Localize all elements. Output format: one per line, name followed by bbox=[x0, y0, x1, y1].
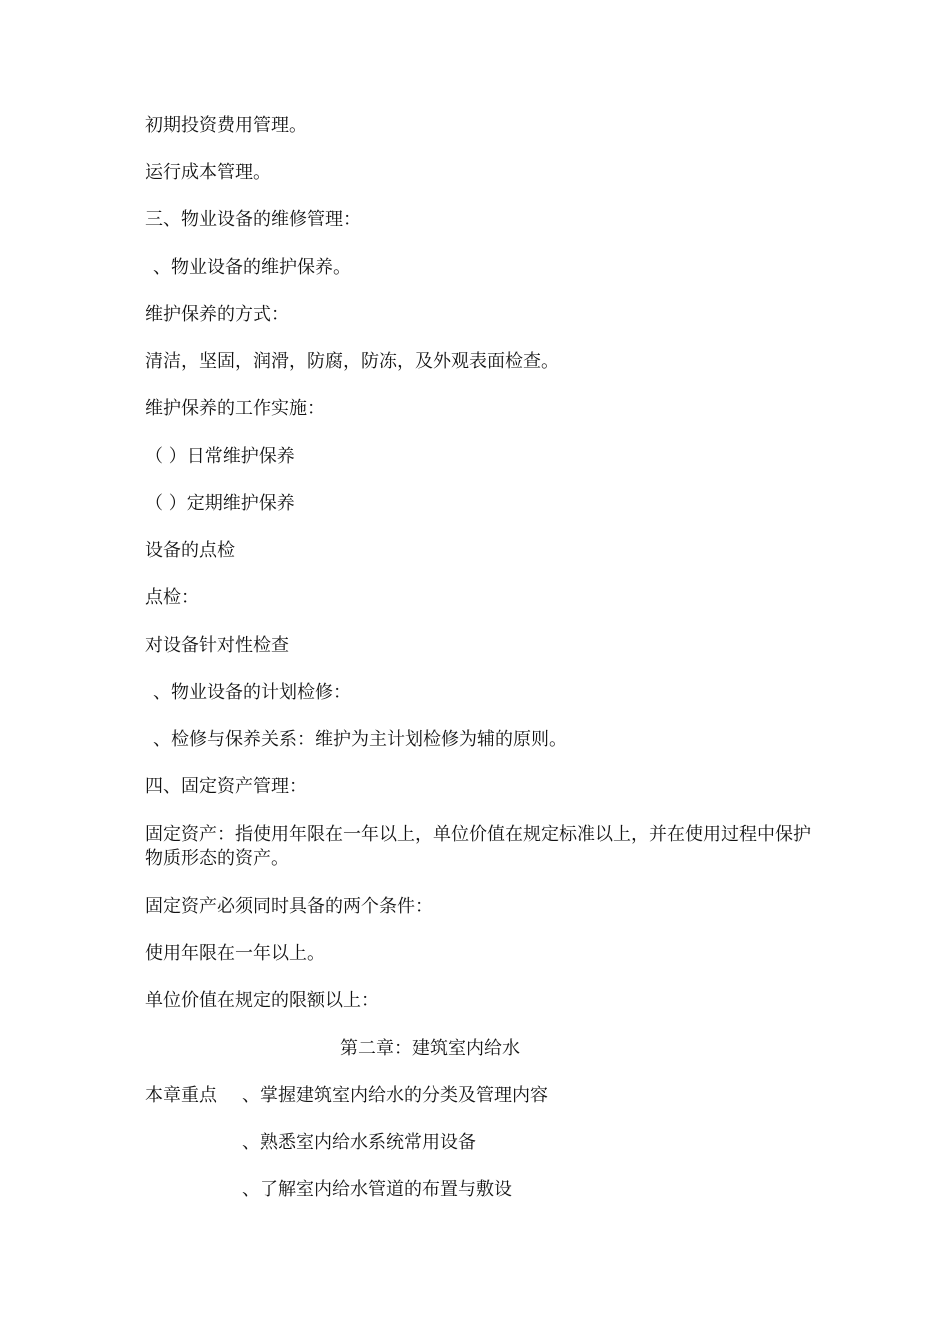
text-line: 固定资产必须同时具备的两个条件： bbox=[145, 896, 433, 917]
text-line: 、物业设备的维护保养。 bbox=[153, 257, 351, 278]
focus-item: 、掌握建筑室内给水的分类及管理内容 bbox=[242, 1085, 548, 1106]
definition-paragraph: 固定资产：指使用年限在一年以上，单位价值在规定标准以上，并在使用过程中保护物质形态的资产。 bbox=[145, 824, 811, 869]
focus-item: 、熟悉室内给水系统常用设备 bbox=[242, 1132, 476, 1153]
text-line: 、检修与保养关系：维护为主计划检修为辅的原则。 bbox=[153, 729, 567, 750]
text-line: 设备的点检 bbox=[145, 540, 235, 561]
text-line: 维护保养的工作实施： bbox=[145, 398, 325, 419]
text-line: 初期投资费用管理。 bbox=[145, 115, 307, 136]
text-line: 点检： bbox=[145, 587, 199, 608]
text-line: 使用年限在一年以上。 bbox=[145, 943, 325, 964]
focus-label: 本章重点 bbox=[145, 1085, 217, 1106]
text-line: 运行成本管理。 bbox=[145, 162, 271, 183]
text-line: （ ）定期维护保养 bbox=[145, 493, 295, 514]
section-heading: 三、物业设备的维修管理： bbox=[145, 209, 361, 230]
section-heading: 四、固定资产管理： bbox=[145, 776, 307, 797]
focus-item: 、了解室内给水管道的布置与敷设 bbox=[242, 1179, 512, 1200]
text-line: 单位价值在规定的限额以上： bbox=[145, 990, 379, 1011]
document-page bbox=[145, 0, 825, 1344]
text-line: 、物业设备的计划检修： bbox=[153, 682, 351, 703]
text-line: （ ）日常维护保养 bbox=[145, 446, 295, 467]
text-line: 维护保养的方式： bbox=[145, 304, 289, 325]
text-line: 对设备针对性检查 bbox=[145, 635, 289, 656]
chapter-title: 第二章：建筑室内给水 bbox=[340, 1038, 520, 1059]
text-line: 清洁，坚固，润滑，防腐，防冻，及外观表面检查。 bbox=[145, 351, 559, 372]
